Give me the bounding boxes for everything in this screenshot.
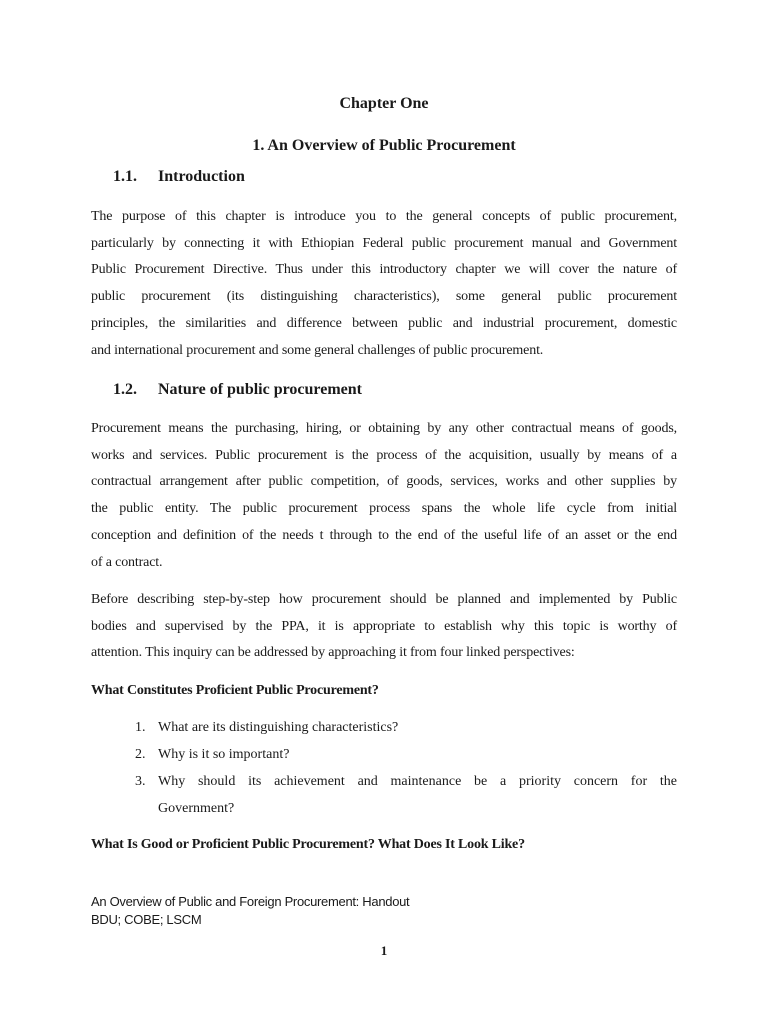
paragraph-line: and international procurement and some general challenges of public procurement. — [91, 342, 544, 358]
question-heading: What Constitutes Proficient Public Procurement? — [91, 683, 379, 698]
paragraph-line: The purpose of this chapter is introduce you to the general concepts of public procurement, — [91, 209, 677, 224]
list-item — [135, 768, 677, 822]
page-number: 1 — [380, 943, 388, 958]
section-number: 1.2. — [113, 381, 137, 398]
footer-title: An Overview of Public and Foreign Procurement: Handout — [91, 894, 410, 909]
nature-paragraph-1 — [91, 416, 677, 576]
list-text — [158, 741, 677, 768]
section-number: 1.1. — [113, 168, 137, 185]
section-title: Introduction — [158, 168, 245, 185]
list-number: 2. — [135, 747, 146, 762]
paragraph-line: contractual arrangement after public competition, of goods, services, works and other supplies by — [91, 474, 677, 490]
chapter-title: Chapter One — [339, 95, 429, 112]
paragraph-line: conception and definition of the needs t through to the end of the useful life of an asset or the end — [91, 527, 677, 543]
main-heading: 1. An Overview of Public Procurement — [252, 137, 516, 154]
paragraph-line: principles, the similarities and difference between public and industrial procurement, domestic — [91, 315, 677, 331]
page-footer — [91, 893, 409, 929]
nature-paragraph-2 — [91, 587, 677, 667]
list-line: Government? — [158, 801, 235, 816]
list-item — [135, 741, 677, 768]
list-item — [135, 714, 677, 741]
paragraph-line: Public Procurement Directive. Thus under this introductory chapter we will cover the nature of — [91, 262, 677, 278]
list-line: Why is it so important? — [158, 747, 290, 762]
paragraph-line: Before describing step-by-step how procurement should be planned and implemented by Public — [91, 592, 677, 607]
question-list — [135, 714, 677, 822]
paragraph-line: public procurement (its distinguishing characteristics), some general public procurement — [91, 289, 677, 305]
paragraph-line: bodies and supervised by the PPA, it is appropriate to establish why this topic is worthy of — [91, 618, 677, 634]
introduction-paragraph — [91, 204, 677, 364]
closing-question: What Is Good or Proficient Public Procurement? What Does It Look Like? — [91, 837, 525, 852]
footer-affiliation: BDU; COBE; LSCM — [91, 912, 202, 927]
list-text — [158, 768, 677, 822]
list-number: 3. — [135, 774, 146, 789]
section-heading-nature — [113, 379, 362, 401]
paragraph-line: works and services. Public procurement is the process of the acquisition, usually by means of a — [91, 447, 677, 463]
list-line: Why should its achievement and maintenance be a priority concern for the — [158, 774, 677, 789]
paragraph-line: of a contract. — [91, 554, 163, 570]
list-number: 1. — [135, 720, 146, 735]
paragraph-line: the public entity. The public procurement process spans the whole life cycle from initial — [91, 501, 677, 517]
list-line: What are its distinguishing characteristics? — [158, 720, 399, 735]
paragraph-line: attention. This inquiry can be addressed by approaching it from four linked perspectives: — [91, 645, 575, 661]
paragraph-line: Procurement means the purchasing, hiring, or obtaining by any other contractual means of goods, — [91, 421, 677, 436]
list-text — [158, 714, 677, 741]
paragraph-line: particularly by connecting it with Ethiopian Federal public procurement manual and Government — [91, 235, 677, 251]
section-heading-introduction — [113, 166, 245, 188]
section-title: Nature of public procurement — [158, 381, 362, 398]
